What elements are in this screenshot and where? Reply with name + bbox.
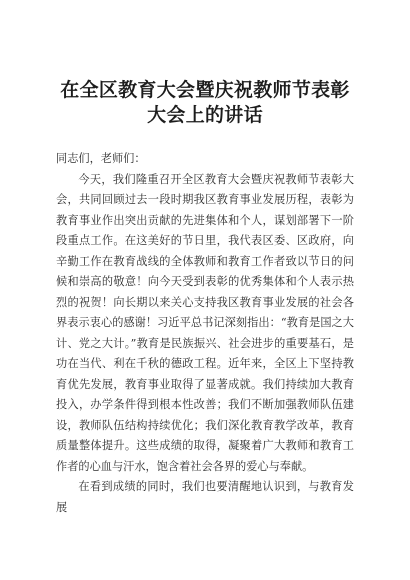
salutation: 同志们，老师们： bbox=[56, 152, 146, 165]
paragraph-1: 今天，我们隆重召开全区教育大会暨庆祝教师节表彰大会，共同回顾过去一段时期我区教育事业发展历程，表彰为教育事业作出突出贡献的先进集体和个人，谋划部署下一阶段重点工作。在这美好的节日里，我代表区委、区政府，向辛勤工作在教育战线的全体教师和教育工作者致以节日的问候和崇高的敬意！向今天受到表彰的优秀集体和个人表示热烈的祝贺！向长期以来关心支持我区教育事业发展的社会各界表示衷心的感谢！习近平总书记深刻指出：“教育是国之大计、党之大计。”教育是民族振兴、社会进步的重要基石，是功在当代、利在千秋的德政工程。近年来，全区上下坚持教育优先发展，教育事业取得了显著成就。我们持续加大教育投入，办学条件得到根本性改善；我们不断加强教师队伍建设，教师队伍结构持续优化；我们深化教育教学改革，教育质量整体提升。这些成绩的取得，凝聚着广大教师和教育工作者的心血与汗水，饱含着社会各界的爱心与奉献。 bbox=[56, 172, 354, 473]
document-title: 在全区教育大会暨庆祝教师节表彰大会上的讲话 bbox=[60, 79, 350, 126]
document-body bbox=[56, 149, 354, 518]
paragraph-2: 在看到成绩的同时，我们也要清醒地认识到，与教育发展 bbox=[56, 480, 354, 514]
